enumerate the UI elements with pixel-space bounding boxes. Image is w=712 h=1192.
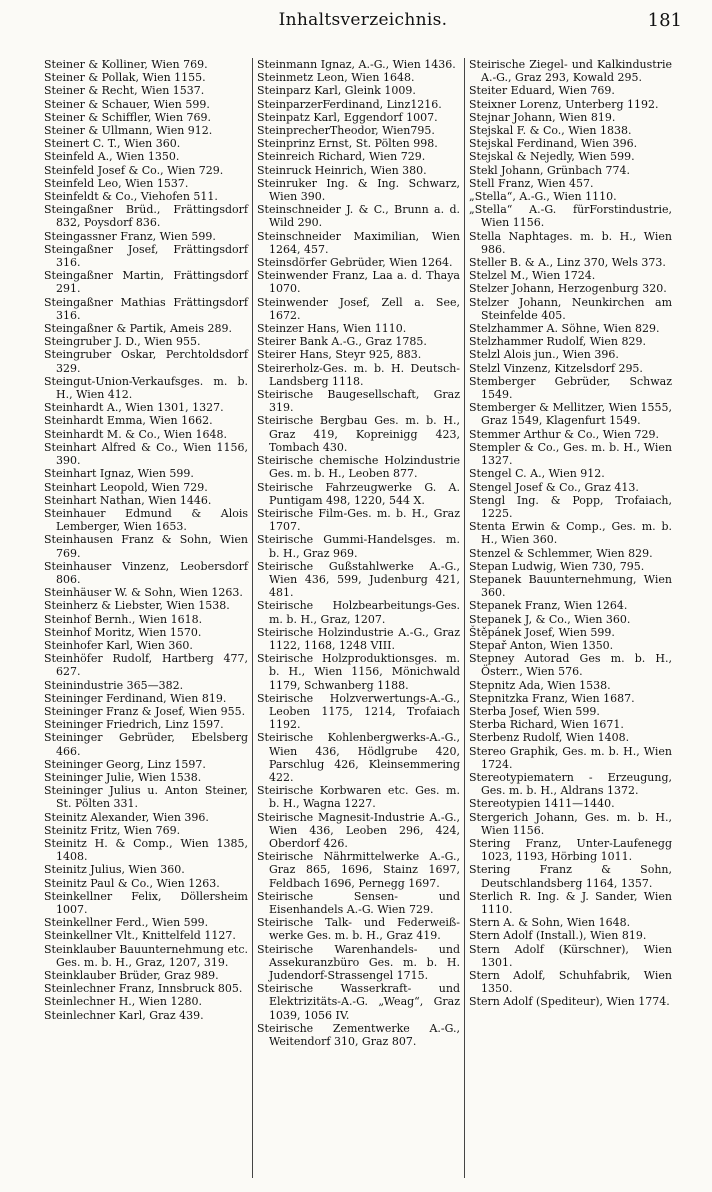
index-entry: Steinwender Franz, Laa a. d. Thaya 1070. bbox=[257, 269, 460, 296]
index-entry: Stering Franz, Unter-Laufenegg 1023, 1193, Hörbing 1011. bbox=[469, 836, 672, 864]
index-entry: Steinprinz Ernst, St. Pölten 998. bbox=[257, 137, 438, 151]
index-entry: Stepanek J, & Co., Wien 360. bbox=[469, 612, 631, 626]
index-entry: Steiner & Recht, Wien 1537. bbox=[44, 84, 205, 98]
index-entry: Steingaßner Brüd., Frättingsdorf 832, Poysdorf 836. bbox=[44, 203, 248, 230]
index-entry: Stemberger Gebrüder, Schwaz 1549. bbox=[469, 374, 672, 402]
index-entry: Steinlechner H., Wien 1280. bbox=[44, 995, 202, 1009]
index-entry: Steiner & Ullmann, Wien 912. bbox=[44, 124, 213, 138]
index-entry: Steingaßner & Partik, Ameis 289. bbox=[44, 322, 233, 336]
index-entry: Sterba Josef, Wien 599. bbox=[469, 704, 600, 718]
index-entry: Steininger Georg, Linz 1597. bbox=[44, 757, 206, 771]
index-entry: Steirische Holzbearbeitungs-Ges. m. b. H., Graz, 1207. bbox=[257, 599, 460, 626]
index-entry: Steiner & Pollak, Wien 1155. bbox=[44, 71, 206, 85]
index-entry: Stepnitzka Franz, Wien 1687. bbox=[469, 691, 635, 705]
index-entry: Stelzhammer A. Söhne, Wien 829. bbox=[469, 322, 660, 336]
index-entry: Steinhart Nathan, Wien 1446. bbox=[44, 493, 212, 507]
index-entry: Steirische Holzindustrie A.-G., Graz 1122, 1168, 1248 VIII. bbox=[257, 625, 460, 652]
index-entry: Steininger Julie, Wien 1538. bbox=[44, 770, 202, 784]
index-entry: Steinpatz Karl, Eggendorf 1007. bbox=[257, 110, 438, 124]
index-entry: Steirerholz-Ges. m. b. H. Deutsch-Landsberg 1118. bbox=[257, 361, 460, 388]
index-column-middle bbox=[252, 58, 464, 1178]
index-entry: Steinklauber Bauunternehmung etc. Ges. m. b. H., Graz, 1207, 319. bbox=[44, 942, 248, 969]
index-entry: Steirische Baugesellschaft, Graz 319. bbox=[257, 388, 460, 415]
index-entry: Steinruker Ing. & Ing. Schwarz, Wien 390. bbox=[257, 176, 460, 204]
index-entry: Steinhardt A., Wien 1301, 1327. bbox=[44, 401, 224, 415]
index-entry: Steinschneider Maximilian, Wien 1264, 457. bbox=[257, 229, 460, 256]
index-entry: Steinlechner Karl, Graz 439. bbox=[44, 1008, 204, 1022]
index-entry: Stern Adolf (Install.), Wien 819. bbox=[469, 929, 647, 943]
index-entry: Steinschneider J. & C., Brunn a. d. Wild 290. bbox=[257, 203, 460, 230]
index-entry: Steinhofer Karl, Wien 360. bbox=[44, 638, 193, 652]
index-entry: Steinfeld Josef & Co., Wien 729. bbox=[44, 163, 224, 177]
index-entry: Steinruck Heinrich, Wien 380. bbox=[257, 163, 427, 177]
index-entry: Steirische Magnesit-Industrie A.-G., Wien 436, Leoben 296, 424, Oberdorf 426. bbox=[257, 810, 460, 850]
index-entry: Stejskal F. & Co., Wien 1838. bbox=[469, 124, 632, 138]
index-entry: Steininger Ferdinand, Wien 819. bbox=[44, 691, 227, 705]
index-entry: Steller B. & A., Linz 370, Wels 373. bbox=[469, 256, 666, 270]
index-entry: Steininger Franz & Josef, Wien 955. bbox=[44, 704, 246, 718]
index-entry: Steinitz Fritz, Wien 769. bbox=[44, 823, 181, 837]
index-entry: Stejskal & Nejedly, Wien 599. bbox=[469, 150, 635, 164]
index-entry: Steinhauser Vinzenz, Leobersdorf 806. bbox=[44, 559, 248, 586]
index-entry: Steingaßner Martin, Frättingsdorf 291. bbox=[44, 269, 248, 296]
index-entry: Steirer Hans, Steyr 925, 883. bbox=[257, 348, 422, 362]
index-entry: Steininger Julius u. Anton Steiner, St. Pölten 331. bbox=[44, 784, 248, 811]
index-entry: Stern Adolf (Spediteur), Wien 1774. bbox=[469, 995, 670, 1009]
index-entry: Steirische Gußstahlwerke A.-G., Wien 436, 599, Judenburg 421, 481. bbox=[257, 559, 460, 600]
index-entry: Sterbenz Rudolf, Wien 1408. bbox=[469, 731, 630, 745]
page-number: 181 bbox=[647, 10, 682, 31]
index-entry: Steininger Gebrüder, Ebelsberg 466. bbox=[44, 731, 248, 758]
index-entry: Steinklauber Brüder, Graz 989. bbox=[44, 969, 219, 983]
index-entry: Steirische Wasserkraft- und Elektrizitäts-A.-G. „Weag“, Graz 1039, 1056 IV. bbox=[257, 982, 460, 1022]
index-entry: Stepanek Bauunternehmung, Wien 360. bbox=[469, 572, 672, 600]
index-entry: Steinitz Alexander, Wien 396. bbox=[44, 810, 209, 824]
index-entry: SteinparzerFerdinand, Linz1216. bbox=[257, 97, 442, 111]
index-entry: Stengel Josef & Co., Graz 413. bbox=[469, 480, 639, 494]
index-entry: Stengel C. A., Wien 912. bbox=[469, 467, 605, 481]
index-entry: Steiner & Schiffler, Wien 769. bbox=[44, 110, 212, 124]
index-entry: Steinsdörfer Gebrüder, Wien 1264. bbox=[257, 256, 453, 270]
index-entry: Steininger Friedrich, Linz 1597. bbox=[44, 718, 224, 732]
index-entry: Stepanek Franz, Wien 1264. bbox=[469, 599, 628, 613]
index-entry: Stepney Autorad Ges m. b. H., Österr., Wien 576. bbox=[469, 652, 672, 679]
index-entry: Steinhart Ignaz, Wien 599. bbox=[44, 467, 194, 481]
index-entry: Steingassner Franz, Wien 599. bbox=[44, 229, 216, 243]
index-entry: Stern Adolf, Schuhfabrik, Wien 1350. bbox=[469, 969, 672, 996]
index-entry: Steinhardt Emma, Wien 1662. bbox=[44, 414, 213, 428]
index-entry: Stelzer Johann, Herzogenburg 320. bbox=[469, 282, 667, 296]
index-entry: Stergerich Johann, Ges. m. b. H., Wien 1156. bbox=[469, 810, 672, 837]
index-entry: Stereotypiematern - Erzeugung, Ges. m. b. H., Aldrans 1372. bbox=[469, 770, 672, 798]
index-entry: Stepan Ludwig, Wien 730, 795. bbox=[469, 559, 645, 573]
index-entry: Steinitz Julius, Wien 360. bbox=[44, 863, 185, 877]
index-entry: Stemmer Arthur & Co., Wien 729. bbox=[469, 427, 659, 441]
index-entry: Stell Franz, Wien 457. bbox=[469, 176, 594, 190]
index-entry: Stenta Erwin & Comp., Ges. m. b. H., Wien 360. bbox=[469, 520, 672, 547]
index-entry: Steixner Lorenz, Unterberg 1192. bbox=[469, 97, 659, 111]
index-entry: Steinmetz Leon, Wien 1648. bbox=[257, 71, 415, 85]
index-entry: Steinhöfer Rudolf, Hartberg 477, 627. bbox=[44, 652, 248, 679]
index-column-left bbox=[40, 58, 252, 1178]
index-entry: Steirische Nährmittelwerke A.-G., Graz 865, 1696, Stainz 1697, Feldbach 1696, Pernegg 1697. bbox=[257, 850, 460, 890]
index-entry: Steirische Gummi-Handelsges. m. b. H., Graz 969. bbox=[257, 533, 460, 560]
index-entry: Steinfeldt & Co., Viehofen 511. bbox=[44, 190, 218, 204]
index-entry: Stern Adolf (Kürschner), Wien 1301. bbox=[469, 942, 672, 969]
index-entry: „Stella“ A.-G. fürForstindustrie, Wien 1156. bbox=[469, 203, 672, 230]
index-entry: Stempler & Co., Ges. m. b. H., Wien 1327. bbox=[469, 440, 672, 468]
index-entry: Stelzhammer Rudolf, Wien 829. bbox=[469, 335, 646, 349]
index-entry: Steinhäuser W. & Sohn, Wien 1263. bbox=[44, 586, 243, 600]
index-entry: Steinitz Paul & Co., Wien 1263. bbox=[44, 876, 220, 890]
index-entry: Steinhauer Edmund & Alois Lemberger, Wien 1653. bbox=[44, 506, 248, 534]
index-entry: Steinhardt M. & Co., Wien 1648. bbox=[44, 427, 228, 441]
index-entry: Steirische Zementwerke A.-G., Weitendorf 310, Graz 807. bbox=[257, 1021, 460, 1049]
index-entry: Steinhof Moritz, Wien 1570. bbox=[44, 625, 202, 639]
index-entry: Steingut-Union-Verkaufsges. m. b. H., Wien 412. bbox=[44, 374, 248, 402]
index-entry: Steinhart Alfred & Co., Wien 1156, 390. bbox=[44, 440, 248, 468]
index-entry: Steinzer Hans, Wien 1110. bbox=[257, 322, 407, 336]
index-entry: Steingaßner Josef, Frättingsdorf 316. bbox=[44, 242, 248, 270]
index-entry: Steiner & Kolliner, Wien 769. bbox=[44, 58, 208, 71]
index-entry: Steinreich Richard, Wien 729. bbox=[257, 150, 426, 164]
index-entry: Steinfeld A., Wien 1350. bbox=[44, 150, 180, 164]
index-entry: Steinhausen Franz & Sohn, Wien 769. bbox=[44, 533, 248, 560]
index-entry: Stenzel & Schlemmer, Wien 829. bbox=[469, 546, 653, 560]
index-entry: Steirische Fahrzeugwerke G. A. Puntigam 498, 1220, 544 X. bbox=[257, 480, 460, 507]
index-entry: Stejskal Ferdinand, Wien 396. bbox=[469, 137, 638, 151]
index-entry: Steirische Korbwaren etc. Ges. m. b. H., Wagna 1227. bbox=[257, 784, 460, 811]
index-entry: Stereotypien 1411—1440. bbox=[469, 797, 615, 811]
index-entry: Steingruber J. D., Wien 955. bbox=[44, 335, 201, 349]
index-entry: Stelzer Johann, Neunkirchen am Steinfelde 405. bbox=[469, 295, 672, 322]
index-entry: Stepnitz Ada, Wien 1538. bbox=[469, 678, 611, 692]
index-entry: Steinhof Bernh., Wien 1618. bbox=[44, 612, 203, 626]
index-entry: Steinert C. T., Wien 360. bbox=[44, 137, 181, 151]
index-entry: SteinprecherTheodor, Wien795. bbox=[257, 124, 435, 138]
index-entry: Steirische Bergbau Ges. m. b. H., Graz 419, Kopreinigg 423, Tombach 430. bbox=[257, 414, 460, 454]
index-entry: Stekl Johann, Grünbach 774. bbox=[469, 163, 631, 177]
index-entry: Steirische Ziegel- und Kalkindustrie A.-G., Graz 293, Kowald 295. bbox=[469, 58, 672, 85]
index-entry: Stelzel M., Wien 1724. bbox=[469, 269, 596, 283]
index-columns bbox=[40, 58, 676, 1178]
index-entry: Steingruber Oskar, Perchtoldsdorf 329. bbox=[44, 348, 248, 375]
index-entry: Stereo Graphik, Ges. m. b. H., Wien 1724. bbox=[469, 744, 672, 771]
index-entry: Stern A. & Sohn, Wien 1648. bbox=[469, 916, 631, 930]
page-title: Inhaltsverzeichnis. bbox=[278, 10, 448, 30]
index-entry: Steirische Holzverwertungs-A.-G., Leoben 1175, 1214, Trofaiach 1192. bbox=[257, 691, 460, 732]
index-entry: Stemberger & Mellitzer, Wien 1555, Graz 1549, Klagenfurt 1549. bbox=[469, 401, 672, 428]
index-entry: Sterlich R. Ing. & J. Sander, Wien 1110. bbox=[469, 889, 672, 916]
index-entry: Steinkellner Felix, Döllersheim 1007. bbox=[44, 889, 248, 916]
index-entry: Steinmann Ignaz, A.-G., Wien 1436. bbox=[257, 58, 456, 71]
index-entry: Steinherz & Liebster, Wien 1538. bbox=[44, 599, 230, 613]
index-entry: Steinindustrie 365—382. bbox=[44, 678, 184, 692]
index-entry: Stella Naphtages. m. b. H., Wien 986. bbox=[469, 229, 672, 256]
index-entry: Steinhart Leopold, Wien 729. bbox=[44, 480, 208, 494]
index-entry: Stelzl Alois jun., Wien 396. bbox=[469, 348, 619, 362]
index-entry: Štěpánek Josef, Wien 599. bbox=[469, 625, 615, 639]
index-entry: Steiner & Schauer, Wien 599. bbox=[44, 97, 210, 111]
index-entry: Steinkellner Vlt., Knittelfeld 1127. bbox=[44, 929, 236, 943]
page-header bbox=[40, 10, 686, 40]
index-entry: Stelzl Vinzenz, Kitzelsdorf 295. bbox=[469, 361, 643, 375]
index-entry: Steirer Bank A.-G., Graz 1785. bbox=[257, 335, 427, 349]
index-entry: Steinfeld Leo, Wien 1537. bbox=[44, 176, 189, 190]
index-entry: Steinkellner Ferd., Wien 599. bbox=[44, 916, 209, 930]
index-entry: Steirische Talk- und Federweiß-werke Ges. m. b. H., Graz 419. bbox=[257, 916, 460, 943]
index-entry: Stering Franz & Sohn, Deutschlandsberg 1164, 1357. bbox=[469, 863, 672, 890]
index-entry: Steinwender Josef, Zell a. See, 1672. bbox=[257, 295, 460, 322]
index-entry: Steingaßner Mathias Frättingsdorf 316. bbox=[44, 295, 248, 322]
index-entry: Steirische Sensen- und Eisenhandels A.-G. Wien 729. bbox=[257, 889, 460, 916]
index-entry: Steirische Holzproduktionsges. m. b. H., Wien 1156, Mönichwald 1179, Schwanberg 1188. bbox=[257, 652, 460, 692]
index-entry: Steiter Eduard, Wien 769. bbox=[469, 84, 615, 98]
index-entry: Steirische Kohlenbergwerks-A.-G., Wien 436, Hödlgrube 420, Parschlug 426, Kleinsemmering 422. bbox=[257, 731, 460, 784]
index-entry: „Stella“, A.-G., Wien 1110. bbox=[469, 190, 617, 204]
index-entry: Steinlechner Franz, Innsbruck 805. bbox=[44, 982, 243, 996]
index-entry: Stejnar Johann, Wien 819. bbox=[469, 110, 616, 124]
index-entry: Stepař Anton, Wien 1350. bbox=[469, 638, 614, 652]
index-entry: Steinitz H. & Comp., Wien 1385, 1408. bbox=[44, 836, 248, 864]
index-entry: Steirische Film-Ges. m. b. H., Graz 1707. bbox=[257, 506, 460, 534]
index-entry: Sterba Richard, Wien 1671. bbox=[469, 718, 624, 732]
index-entry: Steinparz Karl, Gleink 1009. bbox=[257, 84, 416, 98]
index-column-right bbox=[464, 58, 676, 1178]
index-entry: Steirische chemische Holzindustrie Ges. m. b. H., Leoben 877. bbox=[257, 454, 460, 481]
index-entry: Steirische Warenhandels- und Assekuranzbüro Ges. m. b. H. Judendorf-Strassengel 1715. bbox=[257, 942, 460, 983]
index-entry: Stengl Ing. & Popp, Trofaiach, 1225. bbox=[469, 493, 672, 520]
